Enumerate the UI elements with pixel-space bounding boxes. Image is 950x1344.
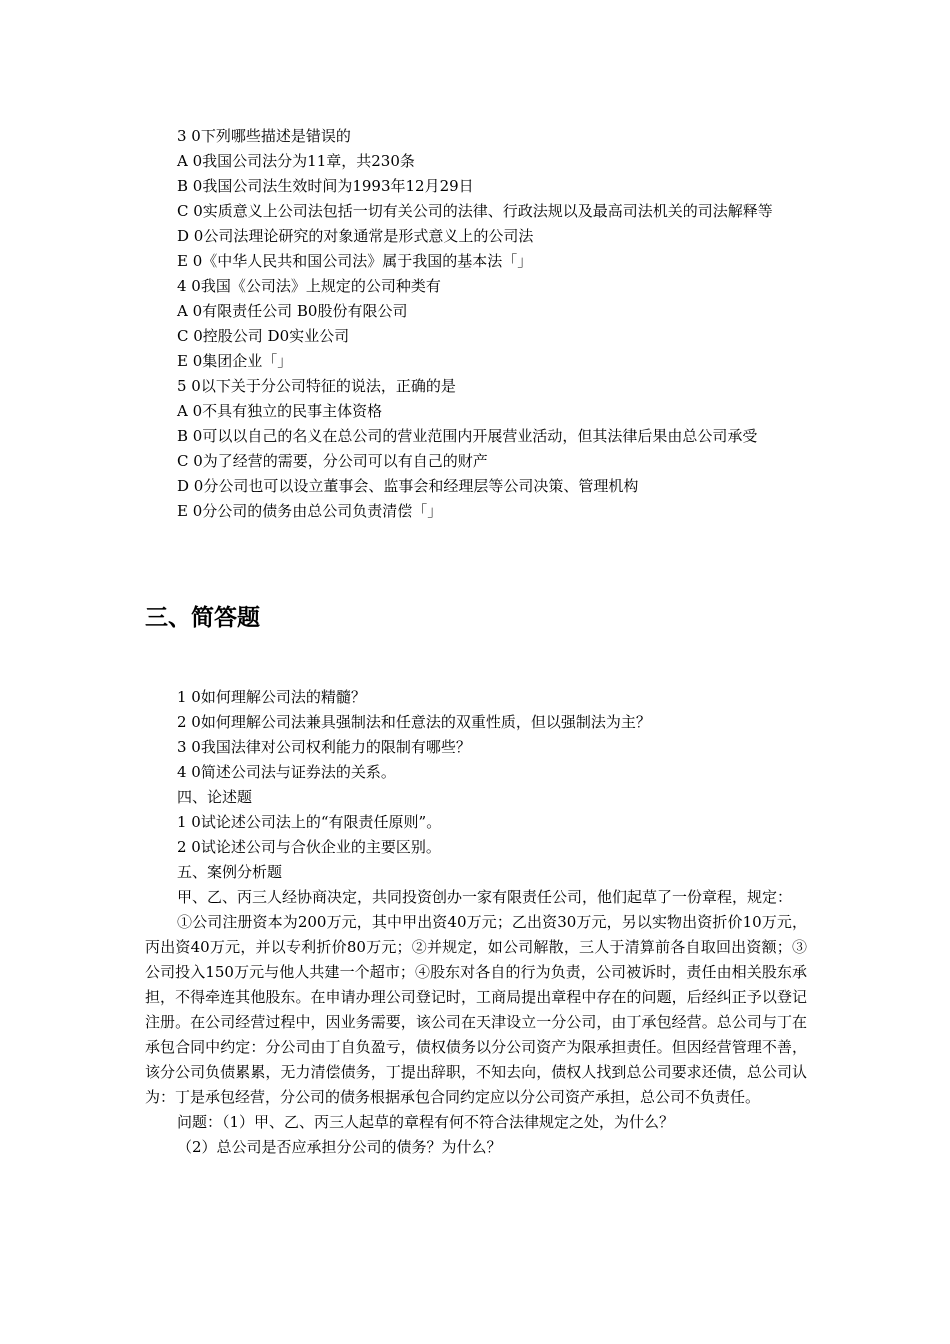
option-3a: A 0我国公司法分为11章，共230条 (177, 152, 415, 170)
section-heading: 三、简答题 (145, 605, 260, 631)
option-4cd: C 0控股公司 D0实业公司 (177, 327, 350, 345)
essay-heading: 四、论述题 (177, 788, 253, 806)
case-question-1: 问题：（1）甲、乙、丙三人起草的章程有何不符合法律规定之处，为什么？ (177, 1113, 675, 1131)
essay-question-1: 1 0试论述公司法上的“有限责任原则”。 (177, 813, 442, 831)
section-heading-block (145, 603, 807, 633)
option-4ab: A 0有限责任公司 B0股份有限公司 (177, 302, 408, 320)
multiple-choice-section (145, 124, 807, 524)
option-5e: E 0分公司的债务由总公司负责清偿「」 (177, 502, 443, 520)
question-5: 5 0以下关于分公司特征的说法，正确的是 (177, 377, 456, 395)
case-intro: 甲、乙、丙三人经协商决定，共同投资创办一家有限责任公司，他们起草了一份章程，规定： (177, 888, 793, 906)
question-3: 3 0下列哪些描述是错误的 (177, 127, 351, 145)
option-3b: B 0我国公司法生效时间为1993年12月29日 (177, 177, 474, 195)
short-answer-section (145, 685, 807, 1160)
option-5c: C 0为了经营的需要，分公司可以有自己的财产 (177, 452, 488, 470)
short-question-3: 3 0我国法律对公司权利能力的限制有哪些？ (177, 738, 471, 756)
option-4e: E 0集团企业「」 (177, 352, 293, 370)
option-3d: D 0公司法理论研究的对象通常是形式意义上的公司法 (177, 227, 534, 245)
essay-question-2: 2 0试论述公司与合伙企业的主要区别。 (177, 838, 441, 856)
option-3c: C 0实质意义上公司法包括一切有关公司的法律、行政法规以及最高司法机关的司法解释等 (177, 202, 773, 220)
short-question-2: 2 0如何理解公司法兼具强制法和任意法的双重性质，但以强制法为主？ (177, 713, 651, 731)
short-question-4: 4 0简述公司法与证券法的关系。 (177, 763, 396, 781)
question-4: 4 0我国《公司法》上规定的公司种类有 (177, 277, 441, 295)
option-5d: D 0分公司也可以设立董事会、监事会和经理层等公司决策、管理机构 (177, 477, 639, 495)
case-heading: 五、案例分析题 (177, 863, 283, 881)
case-question-2: （2）总公司是否应承担分公司的债务？为什么？ (177, 1138, 502, 1156)
case-body: ①公司注册资本为200万元，其中甲出资40万元；乙出资30万元，另以实物出资折价10万元，丙出资40万元，并以专利折价80万元；②并规定，如公司解散，三人于清算前各自取回出资额；③公司投入150万元与他人共建一个超市；④股东对各自的行为负责，公司被诉时，责任由相关股东承担，不得牵连其他股东。在申请办理公司登记时，工商局提出章程中存在的问题，后经纠正予以登记注册。在公司经营过程中，因业务需要，该公司在天津设立一分公司，由丁承包经营。总公司与丁在承包合同中约定：分公司由丁自负盈亏，债权债务以分公司资产为限承担责任。但因经营管理不善，该分公司负债累累，无力清偿债务，丁提出辞职，不知去向，债权人找到总公司要求还债，总公司认为：丁是承包经营，分公司的债务根据承包合同约定应以分公司资产承担，总公司不负责任。 (145, 913, 807, 1106)
option-3e: E 0《中华人民共和国公司法》属于我国的基本法「」 (177, 252, 533, 270)
short-question-1: 1 0如何理解公司法的精髓？ (177, 688, 366, 706)
option-5a: A 0不具有独立的民事主体资格 (177, 402, 383, 420)
option-5b: B 0可以以自己的名义在总公司的营业范围内开展营业活动，但其法律后果由总公司承受 (177, 427, 758, 445)
